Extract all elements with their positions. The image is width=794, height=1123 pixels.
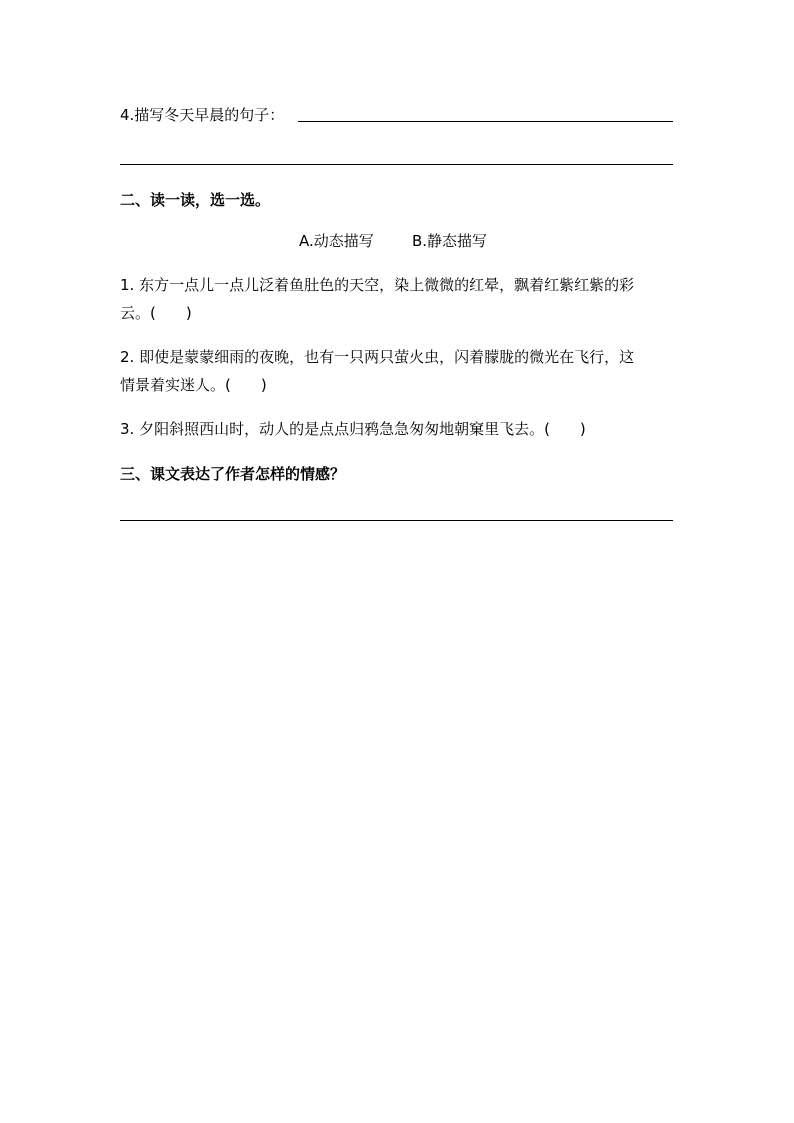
question-1-line-2: 云。( )	[120, 304, 192, 322]
question-1-line-1: 1. 东方一点儿一点儿泛着鱼肚色的天空，染上微微的红晕，飘着红紫红紫的彩	[120, 276, 635, 294]
answer-line-section-3	[120, 520, 673, 521]
section-2-heading: 二、读一读，选一选。	[120, 191, 271, 209]
section-3-heading: 三、课文表达了作者怎样的情感？	[120, 465, 346, 483]
question-2-line-1: 2. 即使是蒙蒙细雨的夜晚，也有一只两只萤火虫，闪着朦胧的微光在飞行，这	[120, 348, 635, 366]
answer-line-4b	[120, 164, 673, 165]
question-2-line-2: 情景着实迷人。( )	[120, 376, 267, 394]
option-a: A.动态描写	[299, 232, 374, 250]
question-4-label: 4.描写冬天早晨的句子：	[120, 106, 285, 124]
question-3: 3. 夕阳斜照西山时，动人的是点点归鸦急急匆匆地朝窠里飞去。( )	[120, 420, 586, 438]
option-b: B.静态描写	[412, 232, 488, 250]
answer-line-4a	[298, 121, 673, 122]
